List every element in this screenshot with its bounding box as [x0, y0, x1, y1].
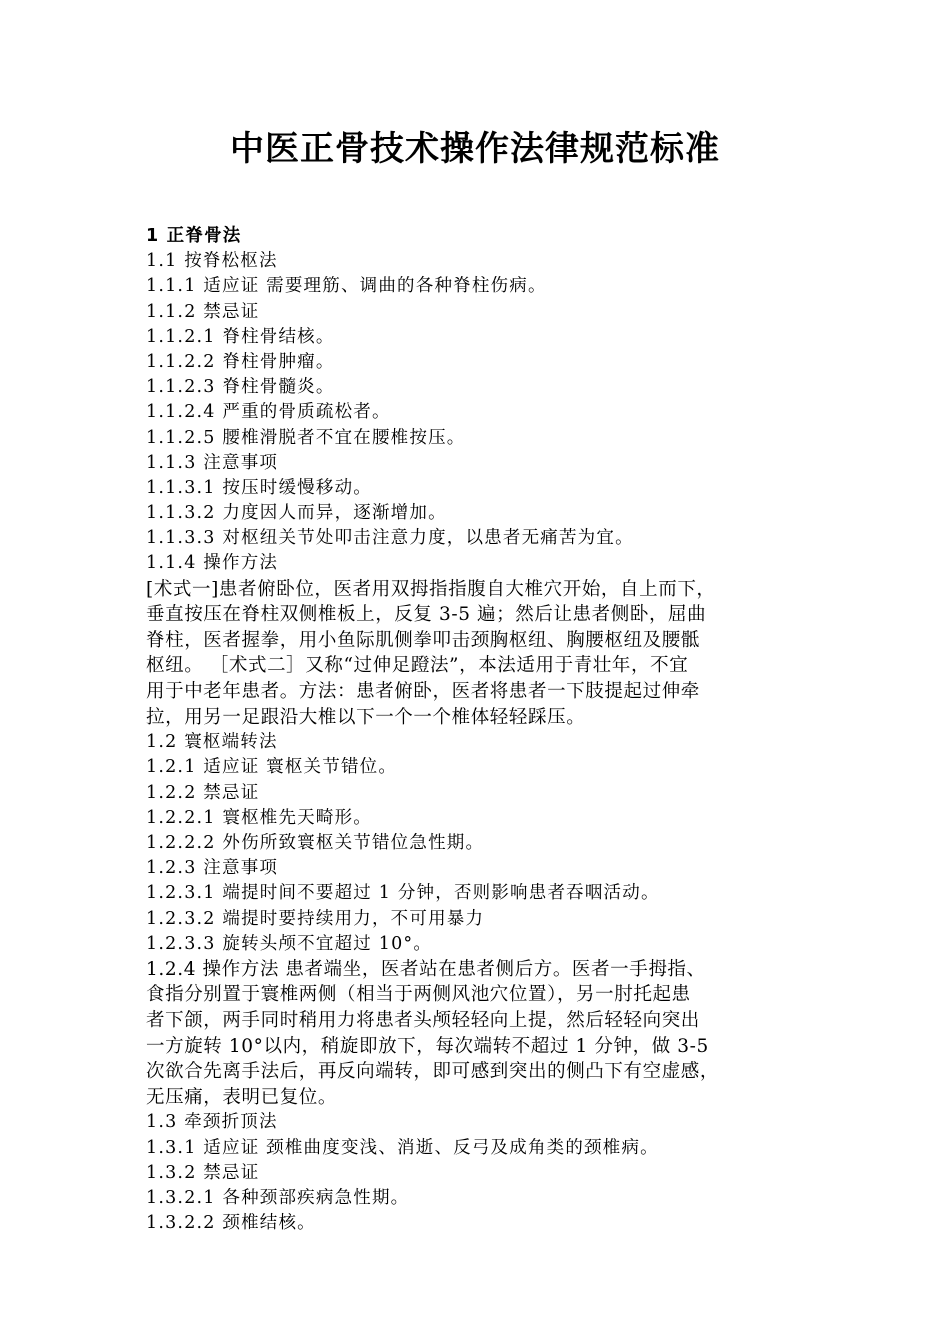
paragraph-line: 者下颌，两手同时稍用力将患者头颅轻轻向上提，然后轻轻向突出 — [146, 1010, 700, 1032]
paragraph-line: 枢纽。 ［术式二］又称“过伸足蹬法”，本法适用于青壮年，不宜 — [146, 655, 689, 677]
text-line: 1.1.1 适应证 需要理筋、调曲的各种脊柱伤病。 — [146, 276, 547, 297]
section-heading: 1 正脊骨法 — [146, 226, 242, 246]
text-line: 1.2.3.1 端提时间不要超过 1 分钟，否则影响患者吞咽活动。 — [146, 883, 660, 904]
paragraph-line: 食指分别置于寰椎两侧（相当于两侧风池穴位置），另一肘托起患 — [146, 984, 691, 1006]
paragraph-line: [术式一]患者俯卧位，医者用双拇指指腹自大椎穴开始，自上而下， — [146, 578, 716, 600]
paragraph-line: 拉，用另一足跟沿大椎以下一个一个椎体轻轻踩压。 — [146, 706, 586, 728]
paragraph-line: 脊柱，医者握拳，用小鱼际肌侧拳叩击颈胸枢纽、胸腰枢纽及腰骶 — [146, 629, 700, 651]
text-line: 1.1.3.1 按压时缓慢移动。 — [146, 477, 372, 498]
text-line: 1.2.3.2 端提时要持续用力，不可用暴力 — [146, 908, 485, 929]
text-line: 1.1 按脊松枢法 — [146, 251, 278, 272]
paragraph-line: 一方旋转 10°以内，稍旋即放下，每次端转不超过 1 分钟，做 3-5 — [146, 1035, 709, 1057]
paragraph-line: 1.2.4 操作方法 患者端坐，医者站在患者侧后方。医者一手拇指、 — [146, 958, 706, 980]
text-line: 1.1.2.5 腰椎滑脱者不宜在腰椎按压。 — [146, 427, 466, 448]
paragraph-line: 次欲合先离手法后，再反向端转，即可感到突出的侧凸下有空虚感， — [146, 1061, 720, 1083]
text-line: 1.3 牵颈折顶法 — [146, 1112, 278, 1133]
text-line: 1.1.3 注意事项 — [146, 452, 279, 473]
text-line: 1.1.2 禁忌证 — [146, 301, 260, 322]
text-line: 1.3.1 适应证 颈椎曲度变浅、消逝、反弓及成角类的颈椎病。 — [146, 1137, 659, 1158]
text-line: 1.2.1 适应证 寰枢关节错位。 — [146, 757, 398, 778]
paragraph-line: 垂直按压在脊柱双侧椎板上，反复 3-5 遍；然后让患者侧卧，屈曲 — [146, 604, 707, 626]
paragraph-line: 无压痛，表明已复位。 — [146, 1086, 338, 1108]
paragraph-operation-method-2 — [146, 957, 836, 1111]
text-line: 1.3.2.1 各种颈部疾病急性期。 — [146, 1188, 410, 1208]
text-line: 1.2.2.1 寰枢椎先天畸形。 — [146, 807, 372, 828]
document-title: 中医正骨技术操作法律规范标准 — [230, 129, 720, 169]
text-line: 1.2.3 注意事项 — [146, 858, 279, 879]
text-line: 1.2.2.2 外伤所致寰枢关节错位急性期。 — [146, 832, 485, 853]
text-line: 1.2.2 禁忌证 — [146, 782, 260, 803]
paragraph-line: 用于中老年患者。方法：患者俯卧，医者将患者一下肢提起过伸牵 — [146, 681, 700, 702]
text-line: 1.1.2.3 脊柱骨髓炎。 — [146, 377, 335, 398]
document-body — [146, 224, 836, 1236]
text-line: 1.3.2.2 颈椎结核。 — [146, 1213, 316, 1234]
text-line: 1.1.4 操作方法 — [146, 553, 279, 574]
text-line: 1.1.2.1 脊柱骨结核。 — [146, 326, 335, 347]
paragraph-operation-method-1 — [146, 577, 836, 731]
text-line: 1.1.2.2 脊柱骨肿瘤。 — [146, 351, 335, 372]
text-line: 1.1.3.2 力度因人而异，逐渐增加。 — [146, 503, 447, 524]
text-line: 1.2 寰枢端转法 — [146, 732, 278, 753]
text-line: 1.3.2 禁忌证 — [146, 1162, 260, 1183]
text-line: 1.1.3.3 对枢纽关节处叩击注意力度，以患者无痛苦为宜。 — [146, 528, 634, 549]
text-line: 1.2.3.3 旋转头颅不宜超过 10°。 — [146, 933, 433, 954]
text-line: 1.1.2.4 严重的骨质疏松者。 — [146, 402, 391, 423]
